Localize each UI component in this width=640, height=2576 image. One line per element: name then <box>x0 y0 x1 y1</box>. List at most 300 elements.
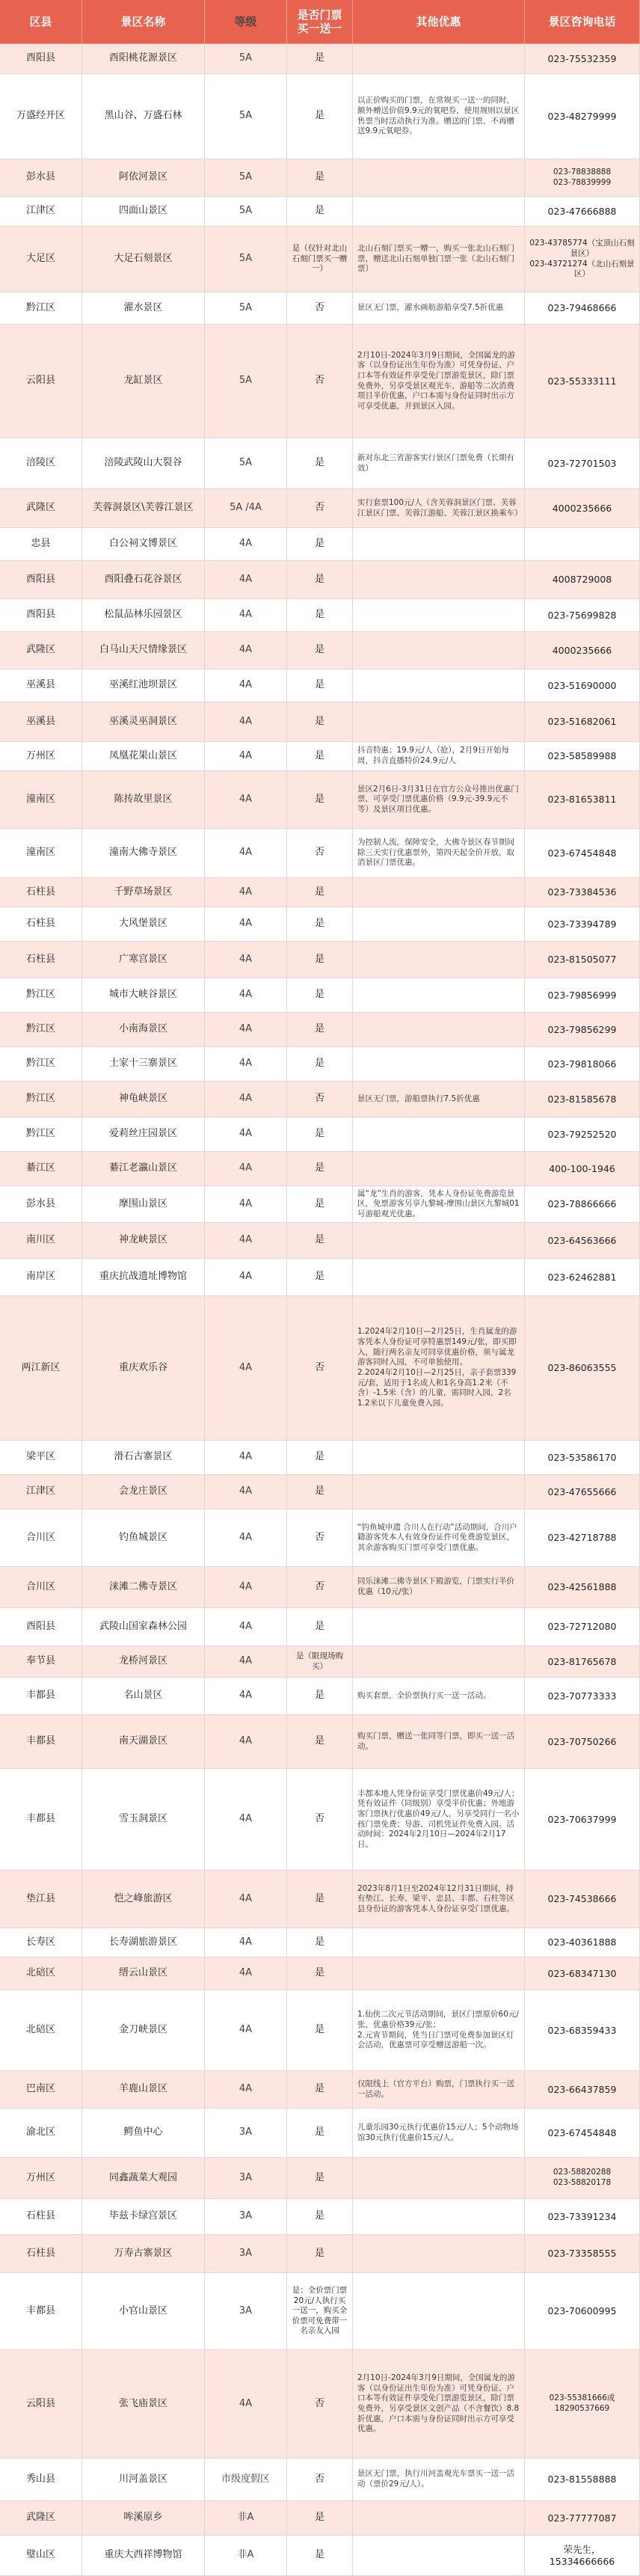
grade-cell: 3A <box>205 2158 287 2199</box>
table-row <box>0 1082 640 1117</box>
discount-cell <box>353 1646 525 1678</box>
district-cell: 黔江区 <box>0 1117 82 1152</box>
grade-cell: 4A <box>205 1117 287 1152</box>
table-row <box>0 2459 640 2501</box>
scenic-name-cell: 恺之峰旅游区 <box>82 1871 205 1928</box>
discount-cell <box>353 702 525 742</box>
bogo-cell: 是（仅针对北山石刻门票买一赠一） <box>287 227 353 292</box>
scenic-name-cell: 神龟峡景区 <box>82 1082 205 1117</box>
phone-cell: 023-40361888 <box>525 1928 640 1957</box>
phone-cell: 023-58820288 023-58820178 <box>525 2158 640 2199</box>
bogo-cell: 是 <box>287 1871 353 1928</box>
table-row <box>0 978 640 1013</box>
grade-cell: 4A <box>205 1013 287 1047</box>
district-cell: 秀山县 <box>0 2459 82 2501</box>
phone-cell: 023-75699828 <box>525 599 640 632</box>
scenic-name-cell: 白公祠文博景区 <box>82 528 205 561</box>
scenic-name-cell: 重庆欢乐谷 <box>82 1296 205 1441</box>
discount-cell <box>353 44 525 74</box>
discount-cell: 儿童乐园30元执行优惠价15元/人；5个动物场馆30元执行优惠价15元/人。 <box>353 2109 525 2158</box>
grade-cell: 4A <box>205 1608 287 1646</box>
table-row <box>0 1646 640 1678</box>
phone-cell: 023-70750266 <box>525 1715 640 1769</box>
scenic-name-cell: 羊鹿山景区 <box>82 2071 205 2109</box>
table-row <box>0 325 640 438</box>
bogo-cell: 是：全价票门票20元/人执行买一送一，购买全价票可免费带一名亲友入园 <box>287 2273 353 2350</box>
scenic-name-cell: 龙缸景区 <box>82 325 205 438</box>
bogo-cell: 否 <box>287 1567 353 1608</box>
scenic-name-cell: 名山景区 <box>82 1678 205 1715</box>
table-row <box>0 1223 640 1259</box>
district-cell: 丰都县 <box>0 1715 82 1769</box>
phone-cell: 023-72712080 <box>525 1608 640 1646</box>
scenic-name-cell: 涪陵武陵山大裂谷 <box>82 438 205 489</box>
table-row <box>0 2109 640 2158</box>
phone-cell: 023-42718788 <box>525 1509 640 1567</box>
table-row <box>0 1928 640 1957</box>
grade-cell: 4A <box>205 1567 287 1608</box>
grade-cell: 4A <box>205 1223 287 1259</box>
table-header-row <box>0 0 640 44</box>
discount-cell: 北山石刻门票买一赠一，购买一张北山石刻门票，赠送北山石刻单独门票一张（北山石刻门票） <box>353 227 525 292</box>
scenic-name-cell: 濯水景区 <box>82 292 205 325</box>
bogo-cell: 是 <box>287 669 353 702</box>
scenic-name-cell: 綦江老瀛山景区 <box>82 1152 205 1186</box>
phone-cell: 023-86063555 <box>525 1296 640 1441</box>
grade-cell: 4A <box>205 2350 287 2459</box>
bogo-cell: 是 <box>287 1259 353 1296</box>
bogo-cell: 否 <box>287 1509 353 1567</box>
bogo-cell: 是 <box>287 528 353 561</box>
bogo-cell: 是 <box>287 2235 353 2273</box>
phone-cell: 023-73384536 <box>525 878 640 907</box>
phone-cell: 023-70773333 <box>525 1678 640 1715</box>
table-row <box>0 1608 640 1646</box>
bogo-cell: 是 <box>287 1475 353 1509</box>
scenic-name-cell: 川河盖景区 <box>82 2459 205 2501</box>
discount-cell <box>353 1117 525 1152</box>
table-row <box>0 599 640 632</box>
phone-cell: 023-43785774（宝顶山石刻景区） 023-43721274（北山石刻景区） <box>525 227 640 292</box>
district-cell: 巫溪县 <box>0 702 82 742</box>
phone-cell: 023-68347130 <box>525 1957 640 1990</box>
table-row <box>0 159 640 197</box>
phone-cell <box>525 528 640 561</box>
bogo-cell: 否 <box>287 2350 353 2459</box>
phone-cell: 023-75532359 <box>525 44 640 74</box>
discount-cell: 为控制人流，保障安全，大佛寺景区春节期间除三天实行优惠票外，第四天起全价开放，取消景区门票优惠。 <box>353 829 525 878</box>
district-cell: 武隆区 <box>0 632 82 669</box>
discount-cell <box>353 1475 525 1509</box>
scenic-name-cell: 爱莉丝庄园景区 <box>82 1117 205 1152</box>
scenic-name-cell: 松鼠品林乐园景区 <box>82 599 205 632</box>
scenic-name-cell: 同鑫蔬菜大观园 <box>82 2158 205 2199</box>
district-cell: 璧山区 <box>0 2536 82 2576</box>
district-cell: 黔江区 <box>0 1082 82 1117</box>
table-row <box>0 2071 640 2109</box>
table-row <box>0 1259 640 1296</box>
phone-cell: 023-42561888 <box>525 1567 640 1608</box>
grade-cell: 4A <box>205 1715 287 1769</box>
grade-cell: 4A <box>205 702 287 742</box>
phone-cell: 023-78866666 <box>525 1186 640 1223</box>
scenic-name-cell: 白马山天尺情缘景区 <box>82 632 205 669</box>
grade-cell: 4A <box>205 878 287 907</box>
phone-cell: 023-81585678 <box>525 1082 640 1117</box>
district-cell: 北碚区 <box>0 1990 82 2071</box>
bogo-cell: 是 <box>287 1013 353 1047</box>
discount-cell <box>353 2273 525 2350</box>
bogo-cell: 是 <box>287 2501 353 2536</box>
grade-cell: 5A /4A <box>205 489 287 528</box>
phone-cell: 023-81558888 <box>525 2459 640 2501</box>
discount-cell: 购买套票，全价票执行买一送一活动。 <box>353 1678 525 1715</box>
discount-cell: 景区无门票，游船票执行7.5折优惠 <box>353 1082 525 1117</box>
grade-cell: 4A <box>205 942 287 978</box>
grade-cell: 4A <box>205 1475 287 1509</box>
discount-cell: 景区2月6日-3月31日在官方公众号推出优惠门票，可享受门票优惠价格（9.9元-39.9元不等）及景区项目优惠。 <box>353 771 525 829</box>
scenic-name-cell: 毕兹卡绿宫景区 <box>82 2199 205 2235</box>
grade-cell: 市级度假区 <box>205 2459 287 2501</box>
district-cell: 丰都县 <box>0 1678 82 1715</box>
phone-cell: 023-66437859 <box>525 2071 640 2109</box>
bogo-cell: 是 <box>287 742 353 771</box>
district-cell: 江津区 <box>0 1475 82 1509</box>
scenic-name-cell: 小南海景区 <box>82 1013 205 1047</box>
header-cell-scenic-name: 景区名称 <box>82 0 205 44</box>
table-row <box>0 1152 640 1186</box>
district-cell: 潼南区 <box>0 771 82 829</box>
discount-cell: 2月10日-2024年3月9日期间，全国属龙的游客（以身份证出生年份为准）可凭身份证、户口本等有效证件享受免门票游览景区，除门票免费外，另享受景区文创产品（不含餐饮）8.8折优惠，户口本需与身份证同时出示方可享受优惠。 <box>353 2350 525 2459</box>
scenic-name-cell: 阿依河景区 <box>82 159 205 197</box>
district-cell: 巴南区 <box>0 2071 82 2109</box>
header-cell-phone: 景区咨询电话 <box>525 0 640 44</box>
discount-cell: 2023年8月1日至2024年12月31日期间，持有垫江、长寿、梁平、忠县、丰都、石柱等区县身份证的游客凭本人身份证享受门票优惠。 <box>353 1871 525 1928</box>
scenic-name-cell: 龙桥河景区 <box>82 1646 205 1678</box>
discount-cell <box>353 1259 525 1296</box>
scenic-name-cell: 张飞庙景区 <box>82 2350 205 2459</box>
scenic-name-cell: 凤凰花果山景区 <box>82 742 205 771</box>
grade-cell: 4A <box>205 907 287 942</box>
grade-cell: 4A <box>205 742 287 771</box>
table-row <box>0 227 640 292</box>
discount-cell <box>353 561 525 599</box>
district-cell: 酉阳县 <box>0 44 82 74</box>
scenic-name-cell: 神龙峡景区 <box>82 1223 205 1259</box>
table-row <box>0 771 640 829</box>
district-cell: 潼南区 <box>0 829 82 878</box>
discount-cell <box>353 942 525 978</box>
scenic-name-cell: 万寿古寨景区 <box>82 2235 205 2273</box>
table-row <box>0 1441 640 1475</box>
grade-cell: 5A <box>205 325 287 438</box>
discount-cell <box>353 528 525 561</box>
district-cell: 酉阳县 <box>0 1608 82 1646</box>
grade-cell: 5A <box>205 197 287 227</box>
district-cell: 万州区 <box>0 2158 82 2199</box>
bogo-cell: 否 <box>287 292 353 325</box>
table-row <box>0 292 640 325</box>
bogo-cell: 否 <box>287 1082 353 1117</box>
bogo-cell: 是 <box>287 1152 353 1186</box>
phone-cell: 023-48279999 <box>525 74 640 159</box>
scenic-name-cell: 缙云山景区 <box>82 1957 205 1990</box>
bogo-cell: 否 <box>287 325 353 438</box>
scenic-name-cell: 金刀峡景区 <box>82 1990 205 2071</box>
discount-cell <box>353 159 525 197</box>
grade-cell: 5A <box>205 227 287 292</box>
grade-cell: 3A <box>205 2273 287 2350</box>
scenic-name-cell: 巫溪灵巫洞景区 <box>82 702 205 742</box>
phone-cell: 023-70600995 <box>525 2273 640 2350</box>
bogo-cell: 是 <box>287 2109 353 2158</box>
table-row <box>0 1871 640 1928</box>
phone-cell: 023-67454848 <box>525 829 640 878</box>
phone-cell: 023-79468666 <box>525 292 640 325</box>
table-row <box>0 489 640 528</box>
table-row <box>0 438 640 489</box>
district-cell: 武隆区 <box>0 489 82 528</box>
table-row <box>0 2536 640 2576</box>
district-cell: 巫溪县 <box>0 669 82 702</box>
bogo-cell: 否 <box>287 829 353 878</box>
bogo-cell: 是 <box>287 1608 353 1646</box>
district-cell: 黔江区 <box>0 1047 82 1082</box>
district-cell: 合川区 <box>0 1509 82 1567</box>
bogo-cell: 是 <box>287 197 353 227</box>
district-cell: 彭水县 <box>0 1186 82 1223</box>
discount-cell: 抖音特惠：19.9元/人（抢），2月9日开始每周，抖音直播特价24.9元/人 <box>353 742 525 771</box>
discount-cell <box>353 599 525 632</box>
table-row <box>0 1957 640 1990</box>
header-cell-grade: 等级 <box>205 0 287 44</box>
discount-cell <box>353 1223 525 1259</box>
phone-cell: 023-79252520 <box>525 1117 640 1152</box>
bogo-cell: 是 <box>287 1117 353 1152</box>
table-row <box>0 1117 640 1152</box>
phone-cell: 023-73391234 <box>525 2199 640 2235</box>
table-row <box>0 2273 640 2350</box>
scenic-name-cell: 小官山景区 <box>82 2273 205 2350</box>
bogo-cell: 是（限现场购买） <box>287 1646 353 1678</box>
grade-cell: 4A <box>205 1186 287 1223</box>
scenic-name-cell: 巫溪红池坝景区 <box>82 669 205 702</box>
phone-cell: 023-64563666 <box>525 1223 640 1259</box>
grade-cell: 5A <box>205 159 287 197</box>
district-cell: 大足区 <box>0 227 82 292</box>
phone-cell: 4000235666 <box>525 632 640 669</box>
scenic-name-cell: 广寒宫景区 <box>82 942 205 978</box>
scenic-name-cell: 千野草场景区 <box>82 878 205 907</box>
discount-cell <box>353 2235 525 2273</box>
district-cell: 石柱县 <box>0 878 82 907</box>
phone-cell: 023-81653811 <box>525 771 640 829</box>
bogo-cell: 是 <box>287 1957 353 1990</box>
district-cell: 云阳县 <box>0 325 82 438</box>
discount-cell: 1.仙侠二次元节活动期间，景区门票原价60元/张，优惠价格39元/张； 2.元宵节期间，凭当日门票可免费参加景区灯会活动，优惠票可享受赠送游船一次。 <box>353 1990 525 2071</box>
discount-cell <box>353 1047 525 1082</box>
district-cell: 酉阳县 <box>0 561 82 599</box>
discount-cell <box>353 1928 525 1957</box>
district-cell: 南川区 <box>0 1223 82 1259</box>
discount-cell: 新对东北三省游客实行景区门票免费（长期有效） <box>353 438 525 489</box>
scenic-name-cell: 酉阳叠石花谷景区 <box>82 561 205 599</box>
table-row <box>0 2199 640 2235</box>
district-cell: 云阳县 <box>0 2350 82 2459</box>
discount-cell <box>353 1608 525 1646</box>
scenic-name-cell: 会龙庄景区 <box>82 1475 205 1509</box>
discount-cell: 丰都本地人凭身份证享受门票优惠价49元/人；凭有效证件（同级别）享受半价优惠；外地游客门票执行优惠价49元/人，另享受同行一名小孩门票免费；导游、司机凭证件免费入园。活动时间：2024年2月10日—2024年2月17日。 <box>353 1769 525 1871</box>
table-row <box>0 561 640 599</box>
district-cell: 万州区 <box>0 742 82 771</box>
grade-cell: 4A <box>205 1928 287 1957</box>
scenic-name-cell: 摩围山景区 <box>82 1186 205 1223</box>
phone-cell: 023-81505077 <box>525 942 640 978</box>
district-cell: 忠县 <box>0 528 82 561</box>
bogo-cell: 是 <box>287 1928 353 1957</box>
bogo-cell: 否 <box>287 2459 353 2501</box>
grade-cell: 非A <box>205 2501 287 2536</box>
discount-cell: 同乐涞滩二佛寺景区下殿游览，门票实行半价优惠（10元/张） <box>353 1567 525 1608</box>
district-cell: 武隆区 <box>0 2501 82 2536</box>
phone-cell: 023-74538666 <box>525 1871 640 1928</box>
table-row <box>0 74 640 159</box>
grade-cell: 4A <box>205 1678 287 1715</box>
discount-cell <box>353 632 525 669</box>
phone-cell: 400-100-1946 <box>525 1152 640 1186</box>
phone-cell: 荣先生， 15334666666 <box>525 2536 640 2576</box>
scenic-name-cell: 大风堡景区 <box>82 907 205 942</box>
district-cell: 渝北区 <box>0 2109 82 2158</box>
discount-cell <box>353 907 525 942</box>
district-cell: 酉阳县 <box>0 599 82 632</box>
table-row <box>0 1990 640 2071</box>
scenic-name-cell: 芙蓉洞景区\芙蓉江景区 <box>82 489 205 528</box>
phone-cell: 023-73358555 <box>525 2235 640 2273</box>
grade-cell: 4A <box>205 632 287 669</box>
district-cell: 丰都县 <box>0 2273 82 2350</box>
phone-cell: 4008729008 <box>525 561 640 599</box>
scenic-name-cell: 鳄鱼中心 <box>82 2109 205 2158</box>
phone-cell: 023-79856299 <box>525 1013 640 1047</box>
grade-cell: 4A <box>205 1990 287 2071</box>
scenic-name-cell: 酉阳桃花源景区 <box>82 44 205 74</box>
scenic-name-cell: 武陵山国家森林公园 <box>82 1608 205 1646</box>
scenic-name-cell: 四面山景区 <box>82 197 205 227</box>
bogo-cell: 是 <box>287 561 353 599</box>
grade-cell: 4A <box>205 561 287 599</box>
table-row <box>0 1678 640 1715</box>
district-cell: 黔江区 <box>0 978 82 1013</box>
grade-cell: 5A <box>205 44 287 74</box>
scenic-name-cell: 黑山谷、万盛石林 <box>82 74 205 159</box>
district-cell: 石柱县 <box>0 942 82 978</box>
discount-cell <box>353 1152 525 1186</box>
header-cell-discount: 其他优惠 <box>353 0 525 44</box>
discount-cell: 景区无门票，濯水画舫游船享受7.5折优惠 <box>353 292 525 325</box>
bogo-cell: 是 <box>287 2071 353 2109</box>
bogo-cell: 是 <box>287 942 353 978</box>
discount-cell <box>353 2501 525 2536</box>
bogo-cell: 否 <box>287 489 353 528</box>
bogo-cell: 是 <box>287 1678 353 1715</box>
grade-cell: 3A <box>205 2199 287 2235</box>
bogo-cell: 是 <box>287 1186 353 1223</box>
table-row <box>0 829 640 878</box>
bogo-cell: 是 <box>287 907 353 942</box>
discount-cell: 购买门票，赠送一张同等门票，即买一送一活动。 <box>353 1715 525 1769</box>
discount-cell <box>353 2199 525 2235</box>
discount-cell: 2月10日-2024年3月9日期间，全国属龙的游客（以身份证出生年份为准）可凭身份证、户口本等有效证件享受免门票游览景区，除门票免费外，另享受景区观光车、游船等二次消费项目半价优惠，户口本需与身份证同时出示方可享受优惠，并到景区入园。 <box>353 325 525 438</box>
scenic-name-cell: 陈抟故里景区 <box>82 771 205 829</box>
phone-cell: 023-58589988 <box>525 742 640 771</box>
discount-cell <box>353 878 525 907</box>
phone-cell: 023-79818066 <box>525 1047 640 1082</box>
bogo-cell: 是 <box>287 878 353 907</box>
grade-cell: 4A <box>205 669 287 702</box>
table-row <box>0 632 640 669</box>
district-cell: 垫江县 <box>0 1871 82 1928</box>
phone-cell: 4000235666 <box>525 489 640 528</box>
table-row <box>0 702 640 742</box>
grade-cell: 非A <box>205 2536 287 2576</box>
scenic-name-cell: 长寿湖旅游景区 <box>82 1928 205 1957</box>
grade-cell: 4A <box>205 528 287 561</box>
grade-cell: 5A <box>205 438 287 489</box>
phone-cell: 023-51682061 <box>525 702 640 742</box>
district-cell: 石柱县 <box>0 2199 82 2235</box>
grade-cell: 5A <box>205 74 287 159</box>
table-row <box>0 1769 640 1871</box>
bogo-cell: 是 <box>287 1223 353 1259</box>
scenic-name-cell: 滑石古寨景区 <box>82 1441 205 1475</box>
phone-cell: 023-73394789 <box>525 907 640 942</box>
table-row <box>0 669 640 702</box>
district-cell: 两江新区 <box>0 1296 82 1441</box>
grade-cell: 4A <box>205 1082 287 1117</box>
phone-cell: 023-68359433 <box>525 1990 640 2071</box>
scenic-name-cell: 潼南大佛寺景区 <box>82 829 205 878</box>
grade-cell: 5A <box>205 292 287 325</box>
phone-cell: 023-79856999 <box>525 978 640 1013</box>
grade-cell: 4A <box>205 829 287 878</box>
district-cell: 石柱县 <box>0 2235 82 2273</box>
scenic-name-cell: 南天湖景区 <box>82 1715 205 1769</box>
bogo-cell: 是 <box>287 771 353 829</box>
table-row <box>0 1296 640 1441</box>
grade-cell: 3A <box>205 2235 287 2273</box>
discount-cell: 实行套票100元/人（含芙蓉洞景区门票、芙蓉江景区门票、芙蓉江游船、芙蓉江景区换乘车） <box>353 489 525 528</box>
discount-cell: “钓鱼城申遗 合川人在行动”活动期间，合川户籍游客凭本人有效身份证件可免费游览景区，其余游客购买门票可享受门票优惠。 <box>353 1509 525 1567</box>
grade-cell: 4A <box>205 599 287 632</box>
district-cell: 万盛经开区 <box>0 74 82 159</box>
grade-cell: 4A <box>205 2071 287 2109</box>
district-cell: 南岸区 <box>0 1259 82 1296</box>
grade-cell: 4A <box>205 1047 287 1082</box>
phone-cell: 023-70637999 <box>525 1769 640 1871</box>
district-cell: 涪陵区 <box>0 438 82 489</box>
table-row <box>0 1715 640 1769</box>
discount-cell <box>353 669 525 702</box>
phone-cell: 023-72701503 <box>525 438 640 489</box>
bogo-cell: 否 <box>287 1769 353 1871</box>
phone-cell: 023-81765678 <box>525 1646 640 1678</box>
header-cell-district: 区县 <box>0 0 82 44</box>
bogo-cell: 是 <box>287 978 353 1013</box>
grade-cell: 4A <box>205 1646 287 1678</box>
table-row <box>0 1567 640 1608</box>
district-cell: 丰都县 <box>0 1769 82 1871</box>
